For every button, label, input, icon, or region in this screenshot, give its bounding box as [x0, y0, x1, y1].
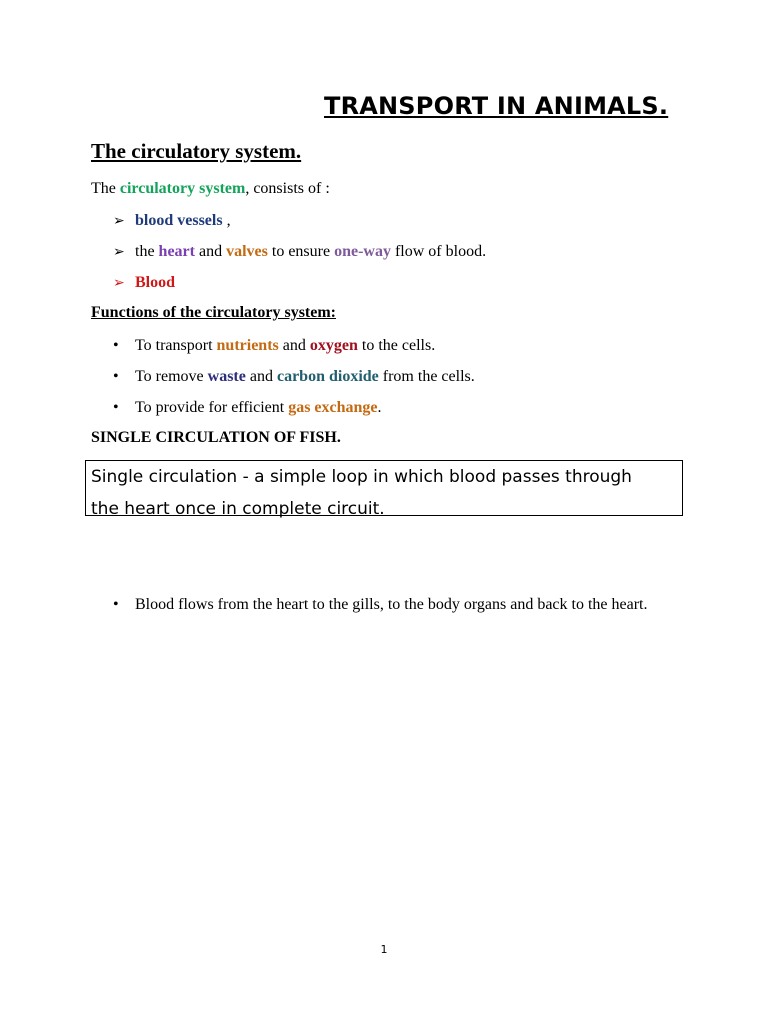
intro-suffix: , consists of : — [245, 180, 330, 197]
nutrients-term: nutrients — [216, 337, 279, 354]
arrow-bullet-icon: ➢ — [113, 214, 125, 229]
item-prefix: the — [135, 243, 159, 260]
document-title: TRANSPORT IN ANIMALS. — [324, 92, 669, 120]
bullet-dot-icon: • — [113, 368, 119, 385]
function-item-transport — [113, 335, 435, 357]
blood-flow-bullet — [113, 589, 673, 620]
circulatory-system-term: circulatory system — [119, 180, 246, 197]
oxygen-term: oxygen — [309, 337, 358, 354]
function-prefix: To provide for efficient — [135, 399, 289, 416]
item-suffix: , — [222, 212, 231, 229]
function-item-remove — [113, 366, 475, 388]
waste-term: waste — [207, 368, 246, 385]
bullet-dot-icon: • — [113, 596, 119, 613]
item-suffix: flow of blood. — [390, 243, 487, 260]
arrow-bullet-icon: ➢ — [113, 276, 125, 291]
definition-line-2: the heart once in complete circuit. — [91, 499, 385, 519]
intro-sentence — [91, 178, 330, 200]
component-item-blood-vessels — [113, 210, 231, 233]
heart-term: heart — [158, 243, 195, 260]
definition-line-1: Single circulation - a simple loop in which blood passes through — [91, 467, 632, 487]
functions-heading: Functions of the circulatory system: — [91, 304, 336, 321]
component-item-heart-valves — [113, 241, 486, 264]
single-circulation-heading: SINGLE CIRCULATION OF FISH. — [91, 429, 341, 446]
blood-vessels-term: blood vessels — [135, 212, 223, 229]
intro-prefix: The — [91, 180, 120, 197]
function-and: and — [245, 368, 277, 385]
function-suffix: from the cells. — [378, 368, 475, 385]
carbon-dioxide-term: carbon dioxide — [276, 368, 379, 385]
blood-flow-text: Blood flows from the heart to the gills, to the body organs and back to the heart. — [135, 596, 648, 613]
blood-term: Blood — [135, 274, 176, 291]
function-suffix: to the cells. — [357, 337, 436, 354]
arrow-bullet-icon: ➢ — [113, 245, 125, 260]
section-heading: The circulatory system. — [91, 139, 302, 163]
valves-term: valves — [226, 243, 268, 260]
one-way-term: one-way — [334, 243, 391, 260]
page-number: 1 — [380, 943, 388, 956]
function-item-gas-exchange — [113, 397, 382, 419]
item-and: and — [194, 243, 227, 260]
function-and: and — [278, 337, 310, 354]
item-middle: to ensure — [267, 243, 335, 260]
function-prefix: To transport — [135, 337, 217, 354]
function-prefix: To remove — [135, 368, 208, 385]
bullet-dot-icon: • — [113, 399, 119, 416]
component-item-blood — [113, 272, 175, 295]
bullet-dot-icon: • — [113, 337, 119, 354]
function-suffix: . — [377, 399, 382, 416]
gas-exchange-term: gas exchange — [288, 399, 378, 416]
definition-box — [85, 460, 683, 519]
